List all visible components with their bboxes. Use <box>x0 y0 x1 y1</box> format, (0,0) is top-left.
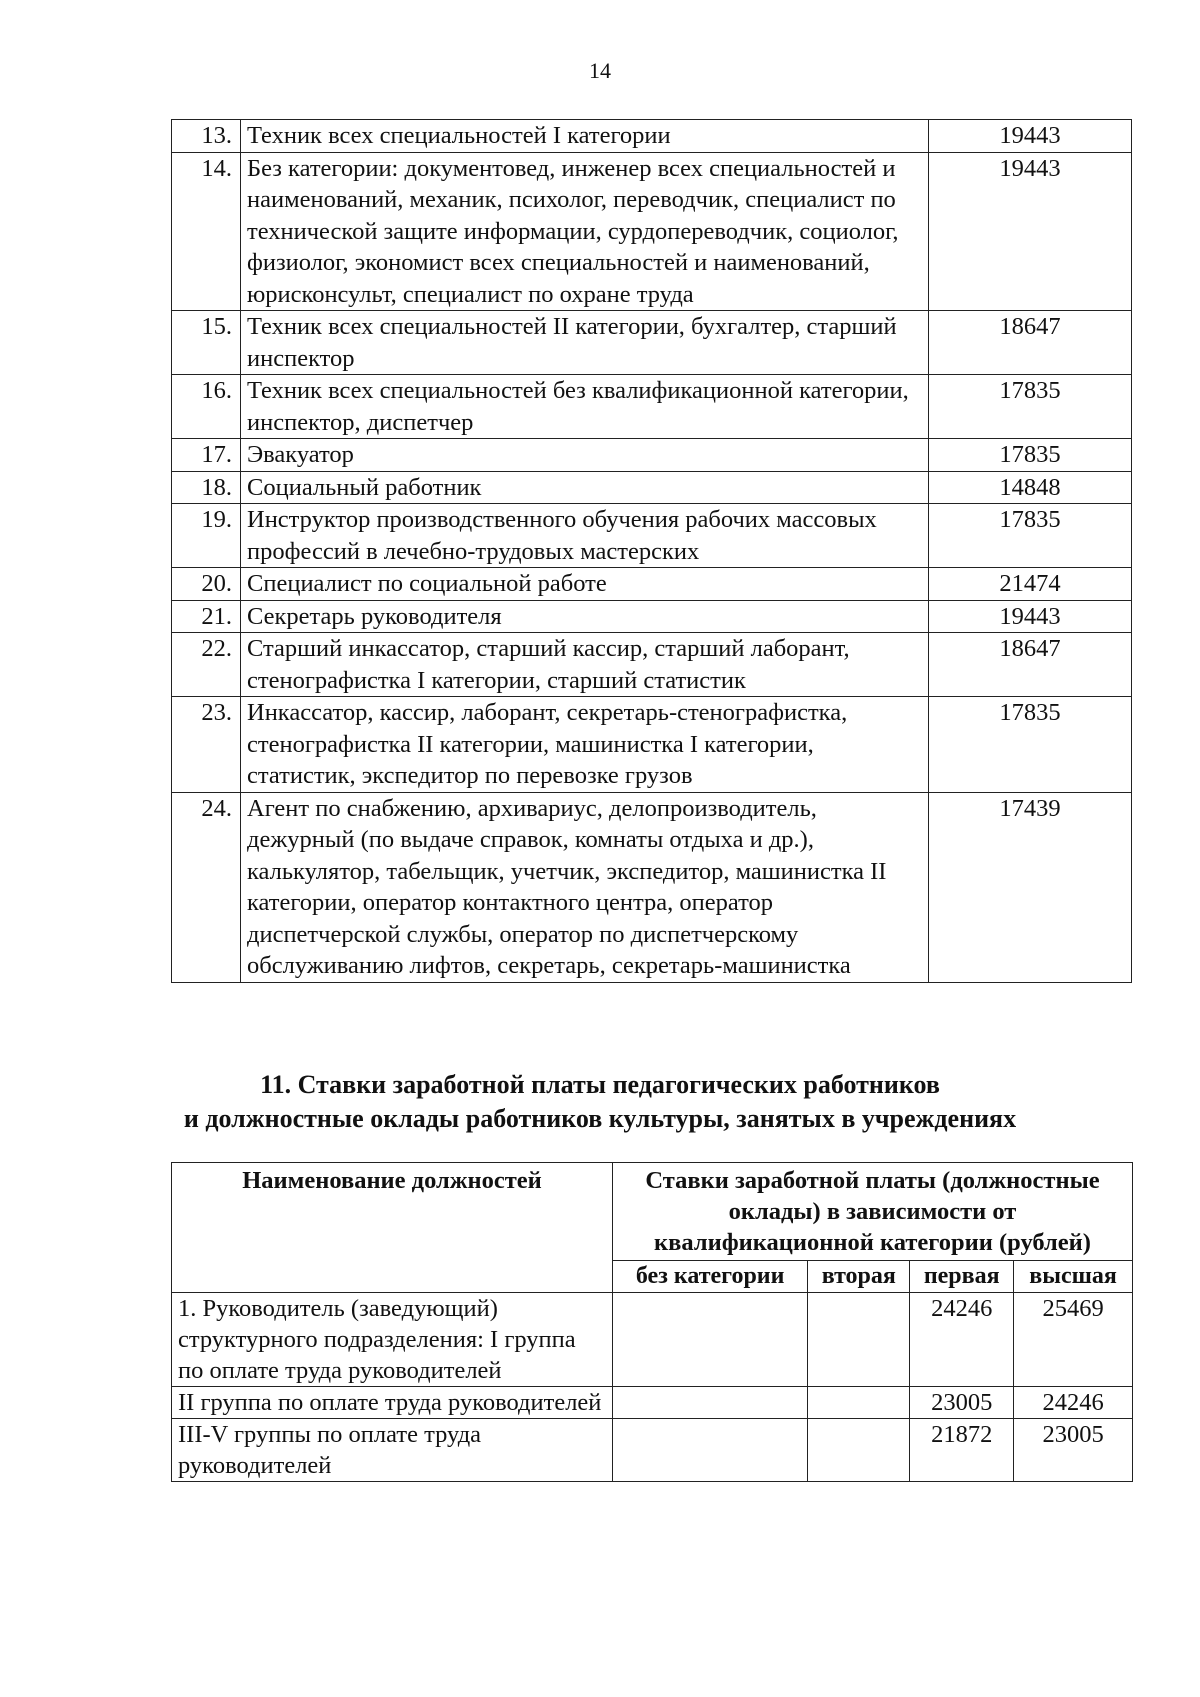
rate-second <box>808 1293 910 1387</box>
column-header-first: первая <box>910 1261 1014 1293</box>
position-title: Техник всех специальностей I категории <box>241 120 929 153</box>
salary-value: 17835 <box>929 697 1132 793</box>
row-number: 13. <box>172 120 241 153</box>
salary-value: 18647 <box>929 633 1132 697</box>
position-title: Инкассатор, кассир, лаборант, секретарь-стенографистка, стенографистка II категории, машинистка I категории, статистик, экспедитор по перевозке грузов <box>241 697 929 793</box>
salary-value: 18647 <box>929 311 1132 375</box>
position-title: Инструктор производственного обучения рабочих массовых профессий в лечебно-трудовых мастерских <box>241 504 929 568</box>
salary-value: 14848 <box>929 471 1132 504</box>
column-header-highest: высшая <box>1014 1261 1133 1293</box>
position-title: Эвакуатор <box>241 439 929 472</box>
position-title: Без категории: документовед, инженер всех специальностей и наименований, механик, психолог, переводчик, специалист по технической защите информации, сурдопереводчик, социолог, физиолог, экономист всех специальностей и наименований, юрисконсульт, специалист по охране труда <box>241 152 929 311</box>
row-number: 22. <box>172 633 241 697</box>
rate-first: 21872 <box>910 1419 1014 1482</box>
position-title: Специалист по социальной работе <box>241 568 929 601</box>
table-row <box>172 633 1132 697</box>
teacher-rates-table <box>171 1162 1133 1482</box>
row-number: 18. <box>172 471 241 504</box>
salary-value: 19443 <box>929 152 1132 311</box>
table-row <box>172 697 1132 793</box>
section-title-line-2: и должностные оклады работников культуры, занятых в учреждениях <box>183 1104 1017 1133</box>
positions-salary-table <box>171 119 1132 983</box>
position-title: Техник всех специальностей II категории, бухгалтер, старший инспектор <box>241 311 929 375</box>
row-number: 19. <box>172 504 241 568</box>
column-header-second: вторая <box>808 1261 910 1293</box>
table-row <box>172 375 1132 439</box>
rate-highest: 23005 <box>1014 1419 1133 1482</box>
table-row <box>172 1387 1133 1419</box>
table-row <box>172 504 1132 568</box>
table-row <box>172 1419 1133 1482</box>
rate-second <box>808 1387 910 1419</box>
rate-no-category <box>613 1293 808 1387</box>
position-name: 1. Руководитель (заведующий) структурного подразделения: I группа по оплате труда руководителей <box>172 1293 613 1387</box>
column-header-rates: Ставки заработной платы (должностные оклады) в зависимости от квалификационной категории (рублей) <box>613 1163 1133 1261</box>
position-title: Агент по снабжению, архивариус, делопроизводитель, дежурный (по выдаче справок, комнаты отдыха и др.), калькулятор, табельщик, учетчик, экспедитор, машинистка II категории, оператор контактного центра, оператор диспетчерской службы, оператор по диспетчерскому обслуживанию лифтов, секретарь, секретарь-машинистка <box>241 792 929 982</box>
rate-highest: 25469 <box>1014 1293 1133 1387</box>
section-title <box>0 1068 1200 1136</box>
position-title: Техник всех специальностей без квалификационной категории, инспектор, диспетчер <box>241 375 929 439</box>
table-row <box>172 120 1132 153</box>
row-number: 15. <box>172 311 241 375</box>
column-header-name: Наименование должностей <box>172 1163 613 1293</box>
position-name: III-V группы по оплате труда руководителей <box>172 1419 613 1482</box>
rate-no-category <box>613 1419 808 1482</box>
table-row <box>172 600 1132 633</box>
table-row <box>172 1293 1133 1387</box>
position-title: Секретарь руководителя <box>241 600 929 633</box>
table-row <box>172 792 1132 982</box>
table-row <box>172 311 1132 375</box>
position-title: Социальный работник <box>241 471 929 504</box>
row-number: 16. <box>172 375 241 439</box>
rate-no-category <box>613 1387 808 1419</box>
salary-value: 17835 <box>929 375 1132 439</box>
salary-value: 17835 <box>929 439 1132 472</box>
rate-second <box>808 1419 910 1482</box>
table-row <box>172 471 1132 504</box>
row-number: 21. <box>172 600 241 633</box>
header-row <box>172 1163 1133 1261</box>
salary-value: 17835 <box>929 504 1132 568</box>
row-number: 17. <box>172 439 241 472</box>
row-number: 24. <box>172 792 241 982</box>
table-row <box>172 152 1132 311</box>
position-title: Старший инкассатор, старший кассир, старший лаборант, стенографистка I категории, старший статистик <box>241 633 929 697</box>
rate-first: 23005 <box>910 1387 1014 1419</box>
row-number: 23. <box>172 697 241 793</box>
rate-highest: 24246 <box>1014 1387 1133 1419</box>
page-number: 14 <box>589 58 611 83</box>
row-number: 20. <box>172 568 241 601</box>
salary-value: 19443 <box>929 600 1132 633</box>
column-header-no-category: без категории <box>613 1261 808 1293</box>
table-row <box>172 568 1132 601</box>
rate-first: 24246 <box>910 1293 1014 1387</box>
section-title-line-1: 11. Ставки заработной платы педагогических работников <box>260 1070 940 1099</box>
salary-value: 19443 <box>929 120 1132 153</box>
salary-value: 21474 <box>929 568 1132 601</box>
salary-value: 17439 <box>929 792 1132 982</box>
row-number: 14. <box>172 152 241 311</box>
table-row <box>172 439 1132 472</box>
position-name: II группа по оплате труда руководителей <box>172 1387 613 1419</box>
